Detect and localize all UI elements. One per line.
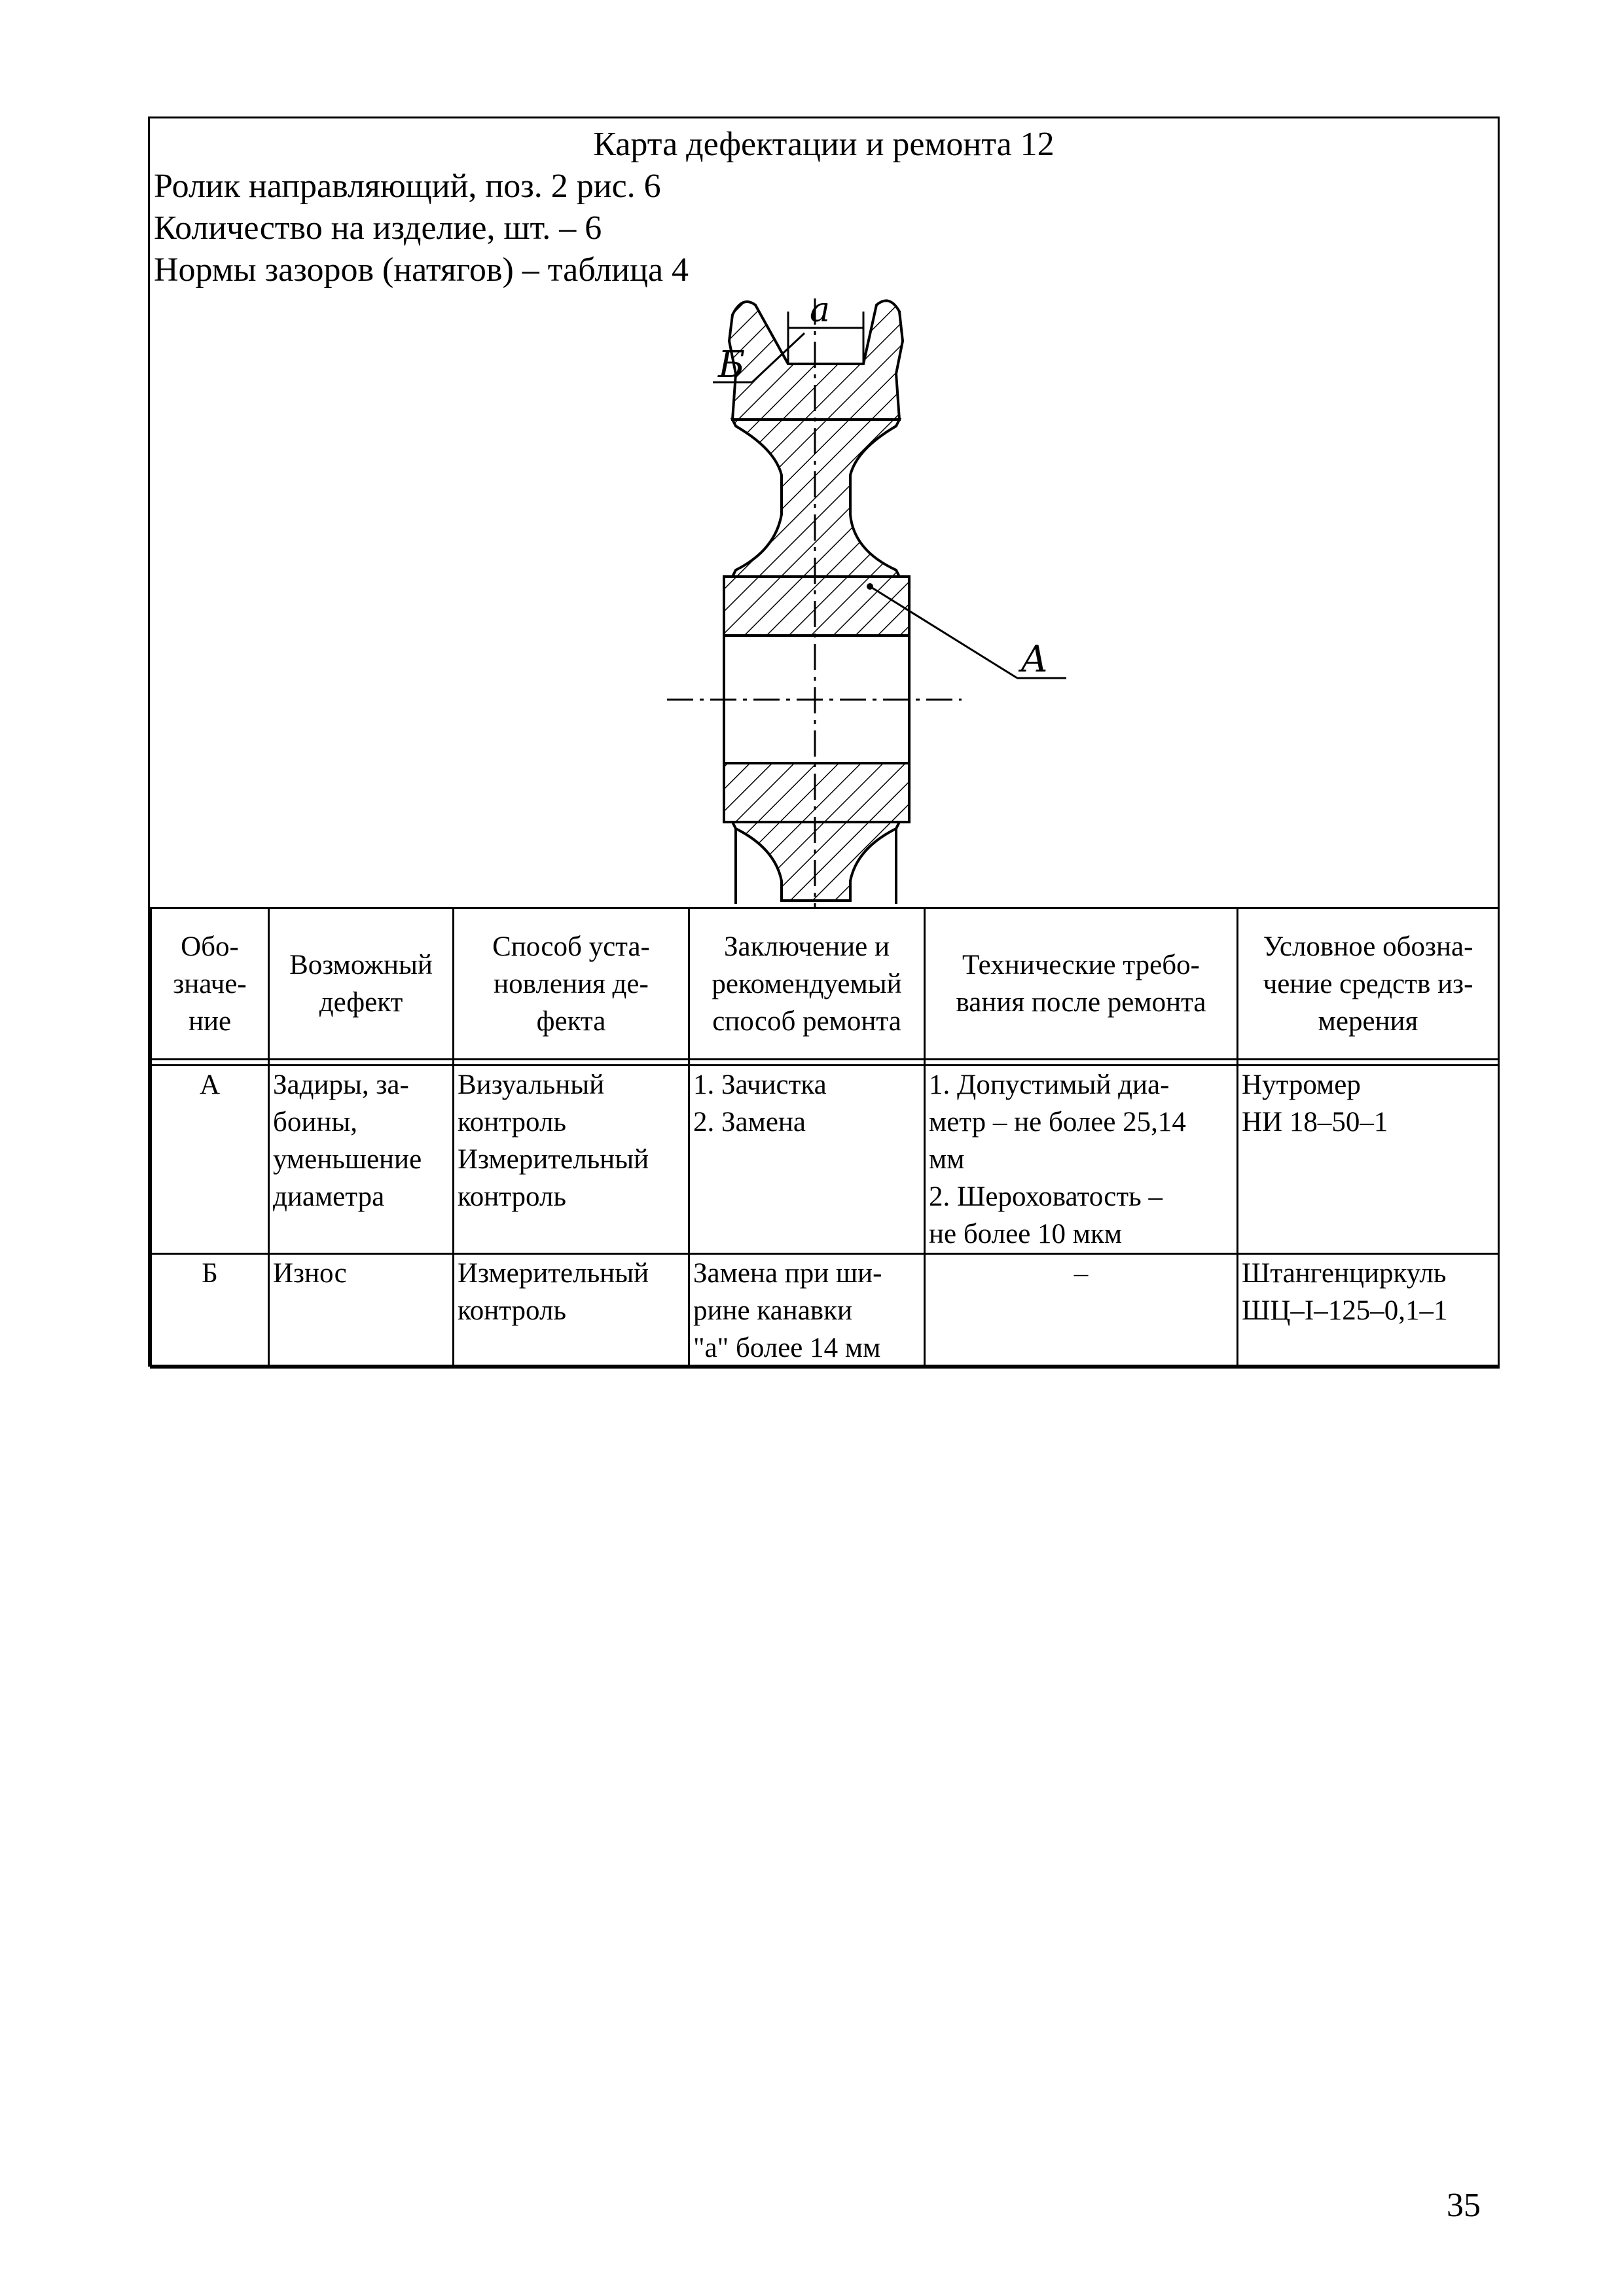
- header-conclusion: Заключение и рекомендуемый способ ремонта: [689, 908, 925, 1060]
- cell-detection-method: Визуальный контроль Измерительный контроль: [454, 1066, 689, 1254]
- quantity-line: Количество на изделие, шт. – 6: [154, 209, 602, 247]
- table-header-row: [151, 908, 1499, 1060]
- cell-designation: Б: [151, 1254, 269, 1368]
- header-designation: Обо- значе- ние: [151, 908, 269, 1060]
- table-row: [151, 1066, 1499, 1254]
- lower-hub-section: [724, 763, 909, 822]
- defect-card: [148, 117, 1500, 1367]
- table-row: [151, 1254, 1499, 1368]
- cell-defect: Задиры, за- боины, уменьшение диаметра: [269, 1066, 454, 1254]
- clearance-norms-line: Нормы зазоров (натягов) – таблица 4: [154, 251, 689, 289]
- cell-tech-requirements: 1. Допустимый диа- метр – не более 25,14 мм 2. Шероховатость – не более 10 мкм: [925, 1066, 1238, 1254]
- upper-hub-section: [724, 577, 909, 636]
- cell-measuring-tools: Нутромер НИ 18–50–1: [1238, 1066, 1499, 1254]
- defect-table: [150, 907, 1500, 1369]
- defect-a-label: А: [1020, 638, 1049, 681]
- card-title: Карта дефектации и ремонта 12: [593, 126, 1055, 163]
- cell-detection-method: Измерительный контроль: [454, 1254, 689, 1368]
- header-defect: Возможный дефект: [269, 908, 454, 1060]
- header-measuring-tools: Условное обозна- чение средств из- мерения: [1238, 908, 1499, 1060]
- header-tech-requirements: Технические требо- вания после ремонта: [925, 908, 1238, 1060]
- cell-defect: Износ: [269, 1254, 454, 1368]
- cell-conclusion: Замена при ши- рине канавки "а" более 14 мм: [689, 1254, 925, 1368]
- page-number: 35: [1447, 2187, 1481, 2224]
- cell-measuring-tools: Штангенциркуль ШЦ–I–125–0,1–1: [1238, 1254, 1499, 1368]
- groove-width-label: а: [810, 291, 831, 330]
- cell-tech-requirements: –: [925, 1254, 1238, 1368]
- cell-designation: А: [151, 1066, 269, 1254]
- header-detection-method: Способ уста- новления де- фекта: [454, 908, 689, 1060]
- cell-conclusion: 1. Зачистка 2. Замена: [689, 1066, 925, 1254]
- defect-b-label: Б: [718, 344, 746, 386]
- card-header-area: [150, 118, 1498, 909]
- part-name: Ролик направляющий, поз. 2 рис. 6: [154, 168, 661, 205]
- roller-drawing: [150, 118, 1498, 907]
